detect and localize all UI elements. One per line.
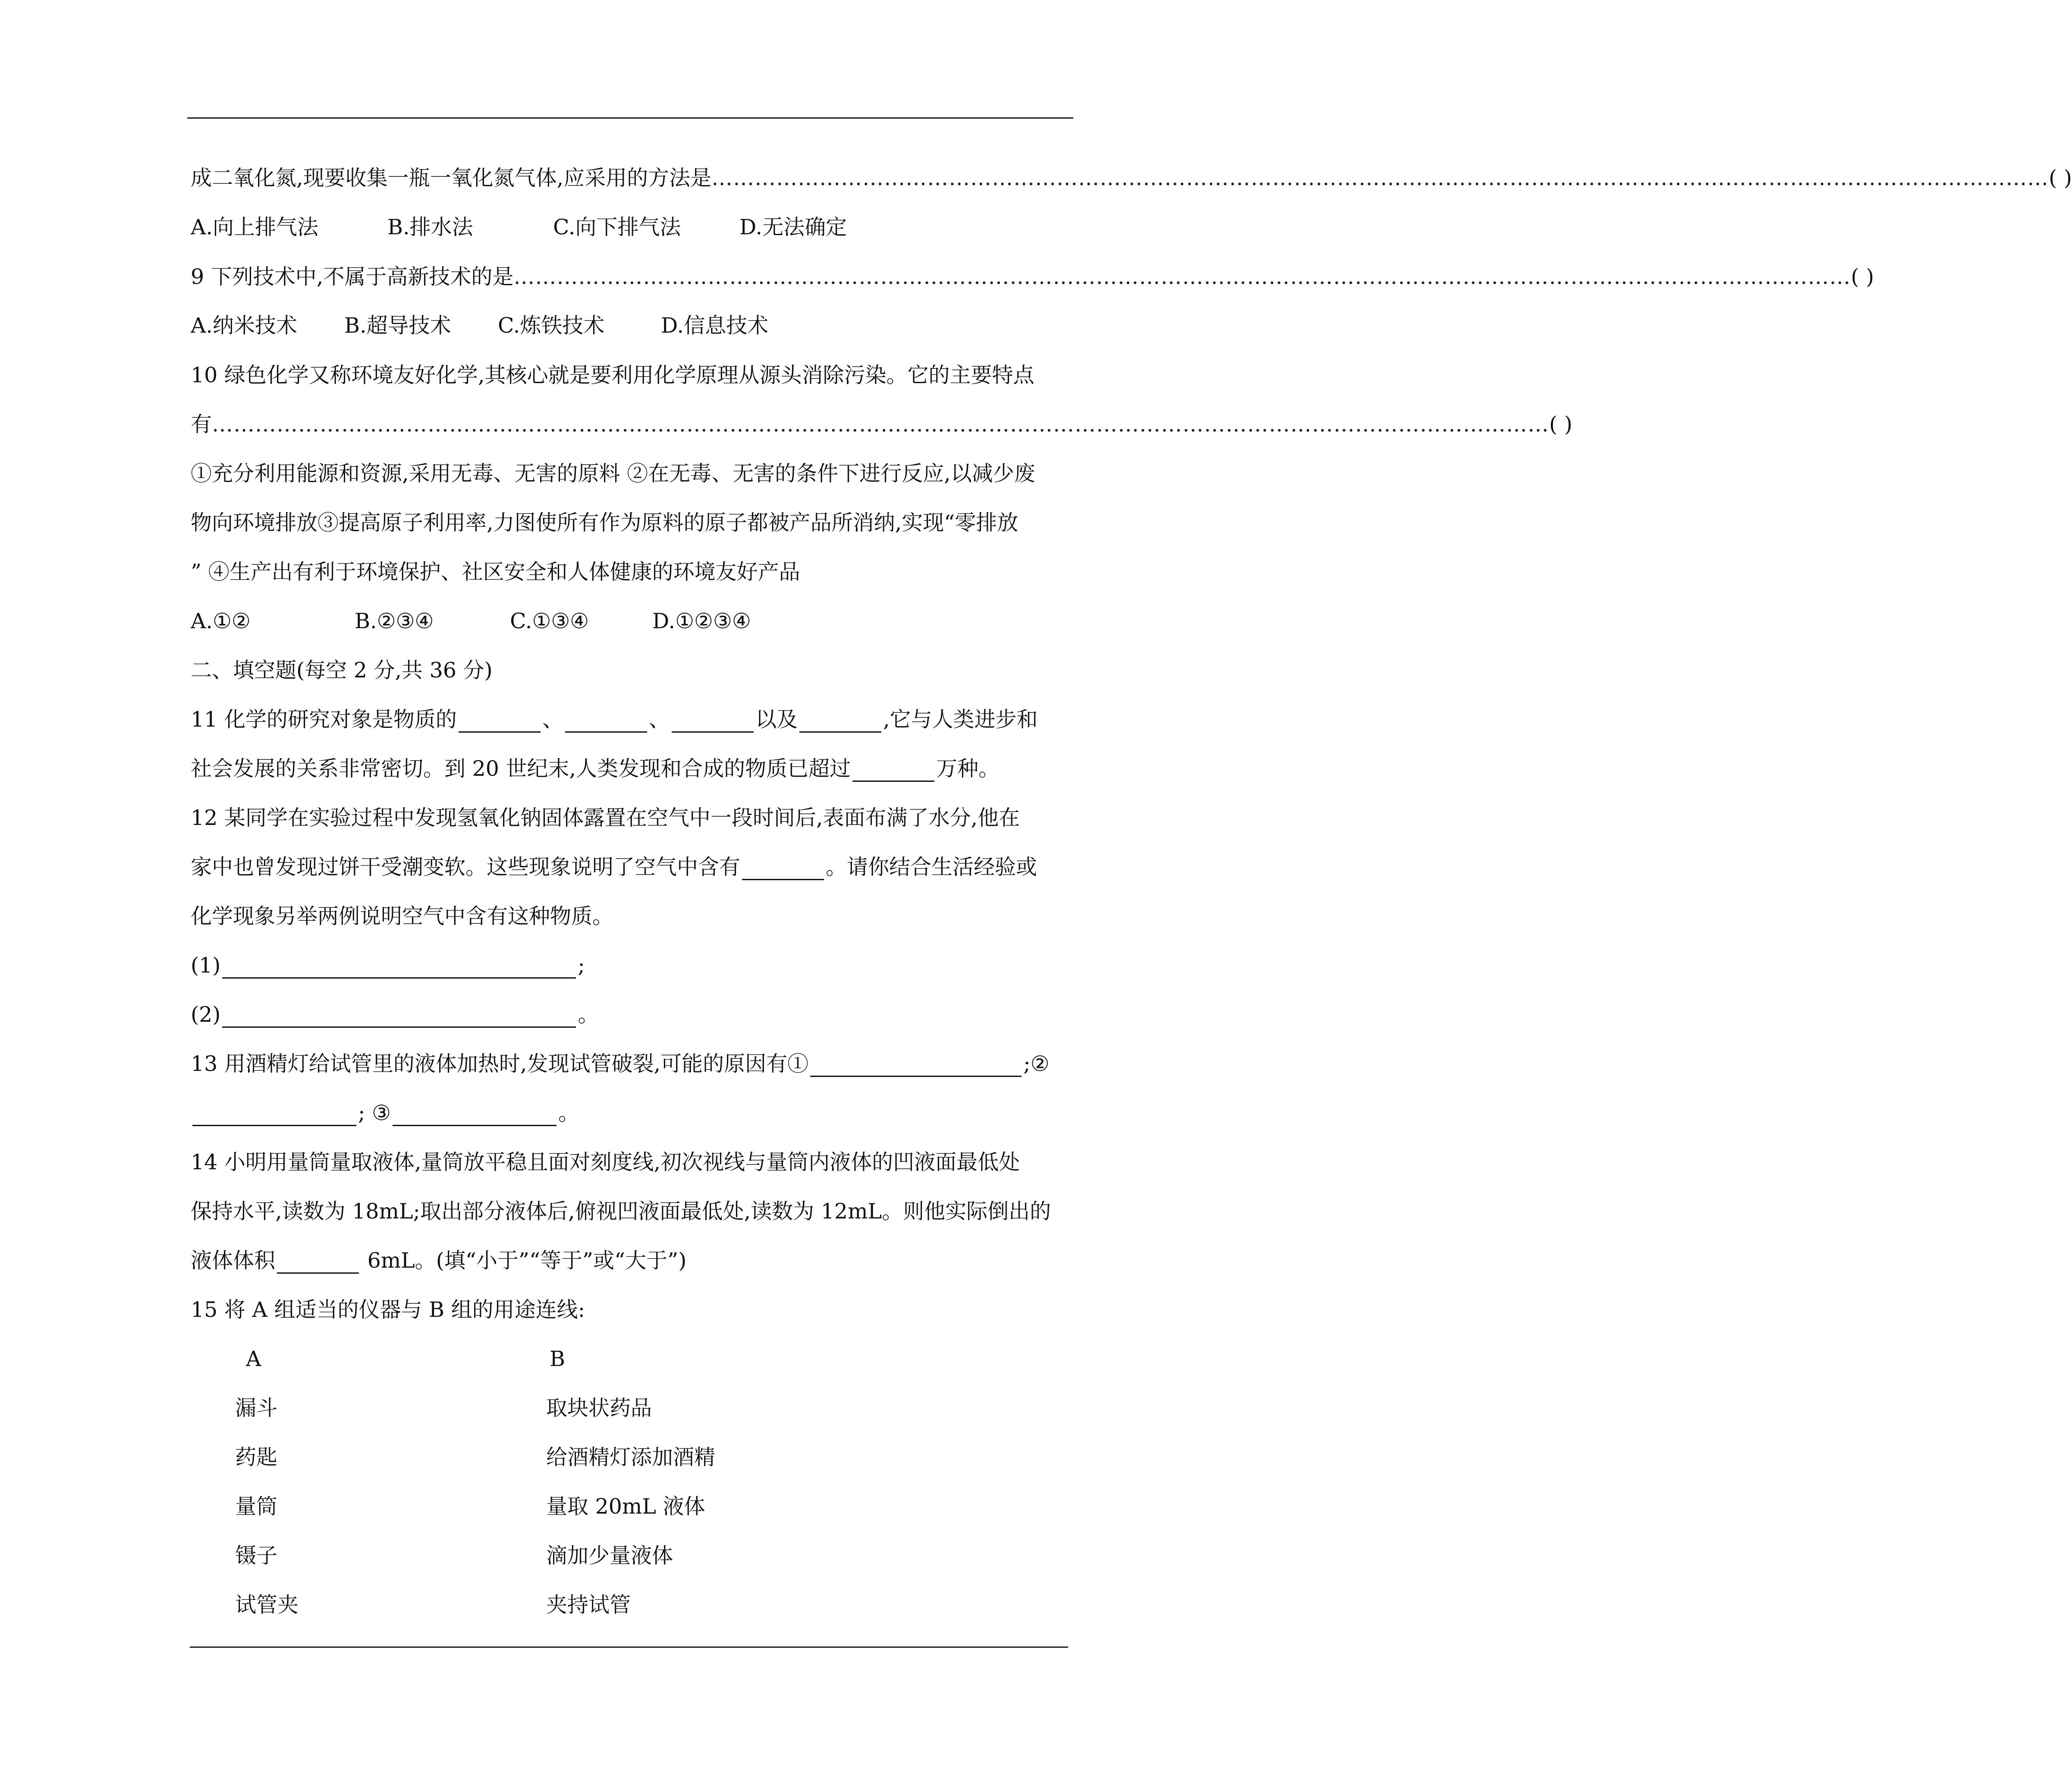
q12-tail: 。请你结合生活经验或 xyxy=(826,855,1038,879)
q14-line1: 14 小明用量筒量取液体,量筒放平稳且面对刻度线,初次视线与量筒内液体的凹液面最低处 xyxy=(191,1150,1020,1174)
q13-stem: 13 用酒精灯给试管里的液体加热时,发现试管破裂,可能的原因有① xyxy=(191,1051,809,1076)
q12-stem: 家中也曾发现过饼干受潮变软。这些现象说明了空气中含有 xyxy=(191,855,741,879)
item-end: ; xyxy=(578,953,585,978)
separator: 、 xyxy=(648,707,670,732)
q11-tail: ,它与人类进步和 xyxy=(883,707,1038,732)
answer-blank[interactable] xyxy=(277,1250,359,1274)
leader-dots: …………………………………………………………………………………………………………………………………………………………………… xyxy=(513,264,1851,289)
q9-option-a: A.纳米技术 xyxy=(191,313,297,338)
q15-use: 取块状药品 xyxy=(546,1396,652,1420)
q9-stem: 9 下列技术中,不属于高新技术的是 xyxy=(191,264,514,289)
q15-instrument: 试管夹 xyxy=(235,1593,299,1617)
q10-option-d: D.①②③④ xyxy=(652,609,751,633)
q13-mark3: ; ③ xyxy=(358,1101,391,1125)
q13-end: 。 xyxy=(558,1101,580,1125)
q12-line2 xyxy=(191,854,1037,880)
answer-paren: ( ) xyxy=(1851,264,1874,289)
q10-option-c: C.①③④ xyxy=(510,609,589,633)
q9-stem-line xyxy=(191,264,1874,290)
footer-rule xyxy=(190,1646,1068,1648)
item-end: 。 xyxy=(578,1002,599,1027)
answer-blank[interactable] xyxy=(672,709,754,733)
answer-blank[interactable] xyxy=(192,1102,356,1126)
q14-line3 xyxy=(191,1248,686,1274)
q15-use: 给酒精灯添加酒精 xyxy=(546,1445,716,1470)
q9-option-d: D.信息技术 xyxy=(661,313,769,338)
q10-body-line1: ①充分利用能源和资源,采用无毒、无害的原料 ②在无毒、无害的条件下进行反应,以减少废 xyxy=(191,461,1035,486)
answer-blank[interactable] xyxy=(222,955,576,979)
q15-stem: 15 将 A 组适当的仪器与 B 组的用途连线: xyxy=(191,1297,585,1322)
q10-body-line2: 物向环境排放③提高原子利用率,力图使所有作为原料的原子都被产品所消纳,实现“零排放 xyxy=(191,510,1019,535)
q10-option-b: B.②③④ xyxy=(355,609,434,633)
q13-mark2: ;② xyxy=(1023,1051,1050,1076)
q14-stem: 液体体积 xyxy=(191,1248,276,1273)
q12-line1: 12 某同学在实验过程中发现氢氧化钠固体露置在空气中一段时间后,表面布满了水分,他在 xyxy=(191,806,1020,830)
q10-option-a: A.①② xyxy=(191,609,251,633)
q10-stem-line2 xyxy=(191,412,1572,438)
item-label: (2) xyxy=(191,1002,221,1027)
q13-line1 xyxy=(191,1051,1050,1077)
q10-stem-end: 有 xyxy=(191,412,212,437)
q8-option-c: C.向下排气法 xyxy=(553,215,681,239)
q10-stem-line1: 10 绿色化学又称环境友好化学,其核心就是要利用化学原理从源头消除污染。它的主要特点 xyxy=(191,363,1034,387)
q13-line2 xyxy=(191,1100,579,1126)
answer-paren: ( ) xyxy=(2049,166,2072,190)
q8-stem: 成二氧化氮,现要收集一瓶一氧化氮气体,应采用的方法是 xyxy=(191,166,712,190)
q8-option-a: A.向上排气法 xyxy=(191,215,318,239)
q11-yiji: 以及 xyxy=(755,707,798,732)
answer-blank[interactable] xyxy=(459,709,541,733)
item-label: (1) xyxy=(191,953,221,978)
answer-paren: ( ) xyxy=(1549,412,1572,437)
q8-option-d: D.无法确定 xyxy=(739,215,847,239)
separator: 、 xyxy=(542,707,563,732)
q11-stem-2: 社会发展的关系非常密切。到 20 世纪末,人类发现和合成的物质已超过 xyxy=(191,756,851,781)
q15-use: 滴加少量液体 xyxy=(546,1543,673,1568)
q15-instrument: 药匙 xyxy=(235,1445,278,1470)
leader-dots: …………………………………………………………………………………………………………………………………………………………………… xyxy=(711,166,2049,190)
q15-instrument: 漏斗 xyxy=(235,1396,278,1420)
answer-blank[interactable] xyxy=(852,758,934,782)
q15-use: 量取 20mL 液体 xyxy=(546,1494,705,1519)
answer-blank[interactable] xyxy=(810,1053,1022,1077)
answer-blank[interactable] xyxy=(742,856,824,880)
q8-option-b: B.排水法 xyxy=(387,215,473,239)
q15-instrument: 量筒 xyxy=(235,1494,278,1519)
answer-blank[interactable] xyxy=(393,1102,557,1126)
section-heading: 二、填空题(每空 2 分,共 36 分) xyxy=(191,658,493,683)
q11-stem: 11 化学的研究对象是物质的 xyxy=(191,707,457,732)
q12-item-1 xyxy=(191,953,585,979)
q9-option-c: C.炼铁技术 xyxy=(498,313,605,338)
q15-col-b-header: B xyxy=(550,1347,566,1371)
q15-instrument: 镊子 xyxy=(235,1543,278,1568)
q11-end: 万种。 xyxy=(936,756,1000,781)
answer-blank[interactable] xyxy=(565,709,647,733)
q14-tail: 6mL。(填“小于”“等于”或“大于”) xyxy=(361,1248,687,1273)
header-rule xyxy=(187,117,1073,119)
q12-line3: 化学现象另举两例说明空气中含有这种物质。 xyxy=(191,904,614,929)
leader-dots: …………………………………………………………………………………………………………………………………………………………………… xyxy=(212,412,1550,437)
q11-line1 xyxy=(191,707,1038,733)
q11-line2 xyxy=(191,756,1000,782)
answer-blank[interactable] xyxy=(222,1004,576,1028)
q15-col-a-header: A xyxy=(246,1347,261,1371)
q10-body-line3: ” ④生产出有利于环境保护、社区安全和人体健康的环境友好产品 xyxy=(191,560,800,584)
q9-option-b: B.超导技术 xyxy=(344,313,451,338)
q12-item-2 xyxy=(191,1002,599,1028)
q8-stem-line xyxy=(191,165,2072,191)
q14-line2: 保持水平,读数为 18mL;取出部分液体后,俯视凹液面最低处,读数为 12mL。则他实际倒出的 xyxy=(191,1199,1051,1224)
q15-use: 夹持试管 xyxy=(546,1593,631,1617)
answer-blank[interactable] xyxy=(799,709,881,733)
